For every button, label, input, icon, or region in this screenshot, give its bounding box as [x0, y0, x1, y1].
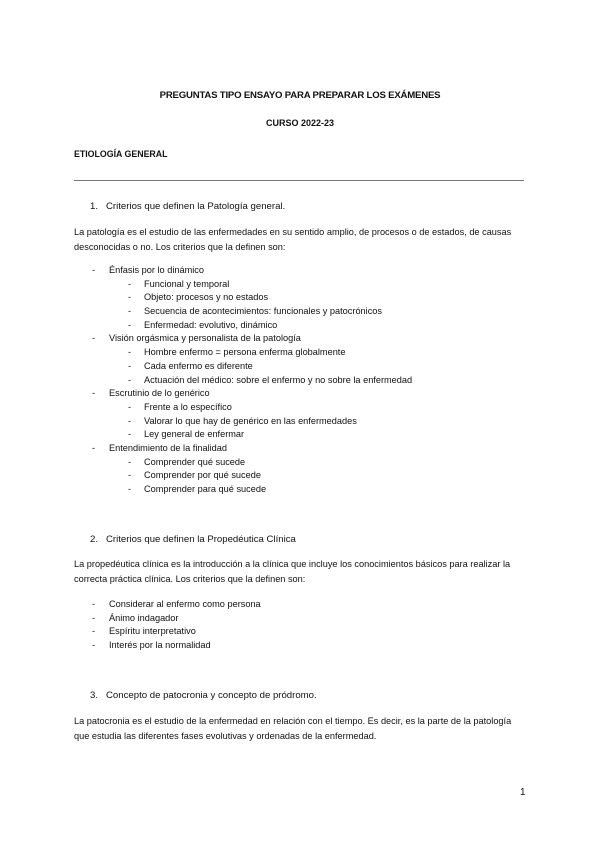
page-number: 1 — [520, 787, 526, 798]
question-3-heading — [90, 690, 317, 702]
list-dash-marker: - — [92, 388, 96, 399]
list-item-text: Entendimiento de la finalidad — [109, 442, 227, 453]
question-3-number: 3. — [90, 690, 99, 701]
list-item-text: Ley general de enfermar — [144, 429, 245, 440]
criteria-subitem — [92, 375, 522, 389]
criteria-item — [92, 388, 522, 402]
list-item-text: Objeto: procesos y no estados — [144, 292, 269, 303]
list-dash-marker: - — [128, 429, 132, 440]
list-dash-marker: - — [128, 456, 132, 467]
document-title: PREGUNTAS TIPO ENSAYO PARA PREPARAR LOS EXÁMENES — [159, 90, 441, 101]
list-dash-marker: - — [128, 470, 132, 481]
criteria-item — [92, 443, 522, 457]
question-1-criteria-list — [92, 265, 522, 498]
list-item-text: Enfermedad: evolutivo, dinámico — [144, 319, 278, 330]
list-dash-marker: - — [128, 319, 132, 330]
list-dash-marker: - — [92, 639, 96, 650]
list-item-text: Secuencia de acontecimientos: funcionales y patocrónicos — [144, 306, 382, 317]
list-item-text: Énfasis por lo dinámico — [109, 265, 204, 275]
list-dash-marker: - — [128, 306, 132, 317]
list-item-text: Frente a lo específico — [144, 401, 232, 412]
list-dash-marker: - — [128, 292, 132, 303]
list-item-text: Comprender para qué sucede — [144, 484, 267, 494]
criteria-subitem — [92, 292, 522, 306]
question-2-number: 2. — [90, 534, 99, 545]
question-2-criteria-list — [92, 599, 522, 653]
list-dash-marker: - — [128, 401, 132, 412]
question-1-title: Criterios que definen la Patología general. — [106, 201, 286, 212]
list-item-text: Espíritu interpretativo — [109, 626, 196, 637]
criteria-subitem — [92, 306, 522, 320]
question-1-paragraph: La patología es el estudio de las enfermedades en su sentido amplio, de procesos o de estados, de causas desconocidas o no. Los criterios que la definen son: — [74, 227, 512, 252]
question-3-title: Concepto de patocronia y concepto de pródromo. — [106, 690, 317, 701]
list-item-text: Ánimo indagador — [109, 612, 179, 623]
question-3-paragraph: La patocronia es el estudio de la enfermedad en relación con el tiempo. Es decir, es la parte de la patología que estudia las diferentes fases evolutivas y ordenadas de la enfermedad. — [74, 716, 512, 741]
list-dash-marker: - — [128, 278, 132, 289]
criteria-subitem — [92, 457, 522, 471]
criteria-subitem — [92, 320, 522, 334]
list-item-text: Valorar lo que hay de genérico en las enfermedades — [144, 415, 357, 426]
criteria-item — [92, 333, 522, 347]
list-item-text: Cada enfermo es diferente — [144, 360, 253, 371]
list-dash-marker: - — [128, 347, 132, 358]
list-item-text: Escrutinio de lo genérico — [109, 388, 210, 399]
list-dash-marker: - — [128, 360, 132, 371]
list-dash-marker: - — [128, 484, 132, 494]
list-dash-marker: - — [92, 442, 96, 453]
list-dash-marker: - — [92, 626, 96, 637]
criteria-item — [92, 599, 522, 613]
list-item-text: Interés por la normalidad — [109, 639, 211, 650]
course-label: CURSO 2022-23 — [265, 118, 335, 128]
question-2-heading — [90, 534, 296, 546]
question-2-paragraph: La propedéutica clínica es la introducción a la clínica que incluye los conocimientos básicos para realizar la correcta práctica clínica. Los criterios que la definen son: — [74, 559, 511, 584]
criteria-item — [92, 626, 522, 640]
criteria-subitem — [92, 279, 522, 293]
criteria-item — [92, 265, 522, 279]
criteria-subitem — [92, 429, 522, 443]
criteria-item — [92, 613, 522, 627]
criteria-item — [92, 640, 522, 654]
criteria-subitem — [92, 416, 522, 430]
criteria-subitem — [92, 470, 522, 484]
list-item-text: Funcional y temporal — [144, 278, 230, 289]
list-dash-marker: - — [92, 612, 96, 623]
section-heading: ETIOLOGÍA GENERAL — [74, 149, 168, 159]
list-item-text: Hombre enfermo = persona enferma globalmente — [144, 347, 346, 358]
question-1-number: 1. — [90, 201, 99, 212]
list-dash-marker: - — [128, 374, 132, 385]
criteria-subitem — [92, 402, 522, 416]
list-dash-marker: - — [92, 265, 96, 275]
list-item-text: Actuación del médico: sobre el enfermo y no sobre la enfermedad — [144, 374, 413, 385]
list-dash-marker: - — [92, 333, 96, 344]
list-dash-marker: - — [128, 415, 132, 426]
question-1-heading — [90, 201, 285, 213]
horizontal-divider — [74, 180, 524, 181]
list-item-text: Visión orgásmica y personalista de la patología — [109, 333, 301, 344]
criteria-subitem — [92, 347, 522, 361]
list-dash-marker: - — [92, 599, 96, 609]
list-item-text: Considerar al enfermo como persona — [109, 599, 261, 609]
criteria-subitem — [92, 484, 522, 498]
list-item-text: Comprender por qué sucede — [144, 470, 261, 481]
criteria-subitem — [92, 361, 522, 375]
question-2-title: Criterios que definen la Propedéutica Clínica — [106, 534, 296, 545]
list-item-text: Comprender qué sucede — [144, 456, 246, 467]
